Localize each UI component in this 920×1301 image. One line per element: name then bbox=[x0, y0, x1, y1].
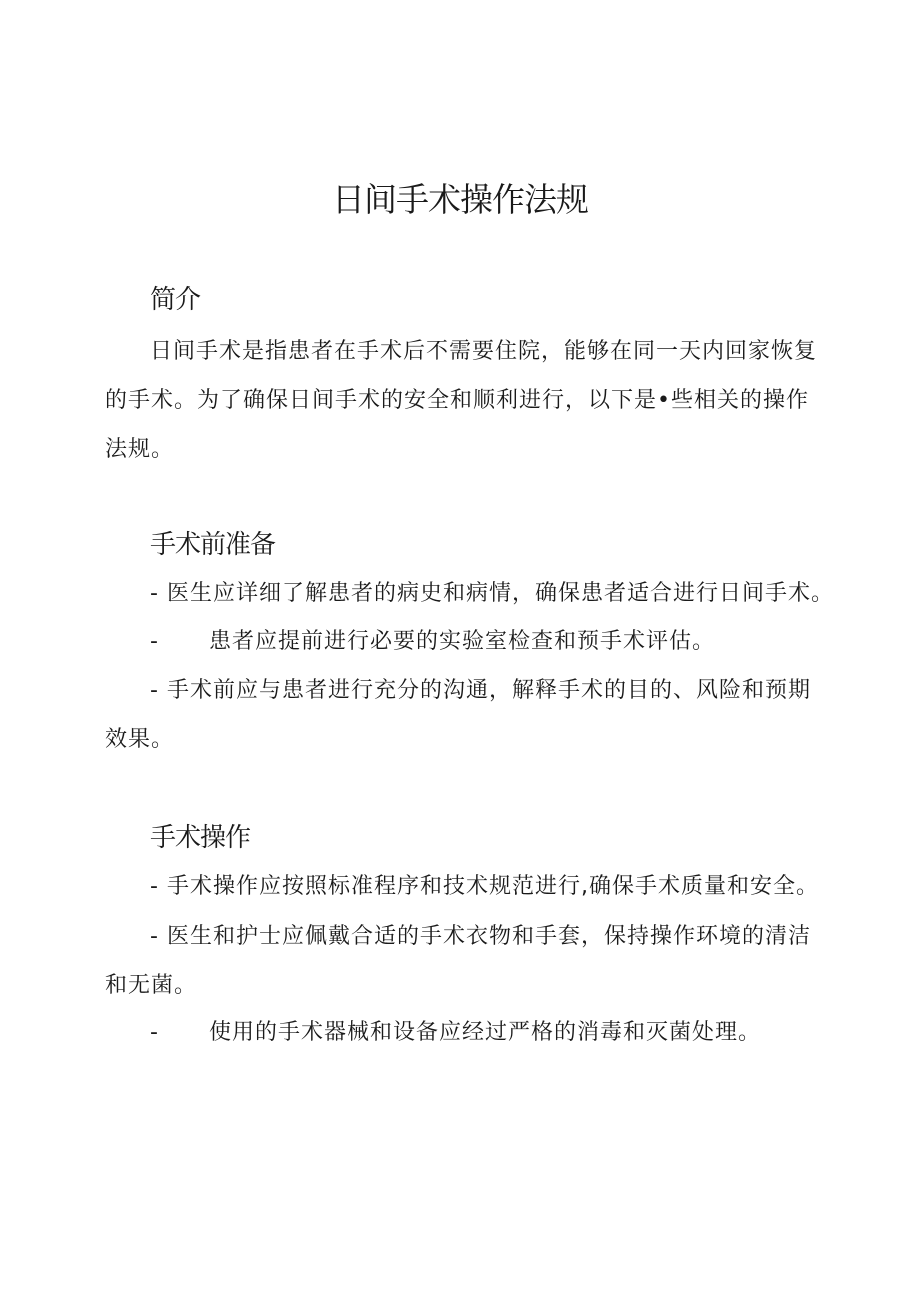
list-item bbox=[150, 622, 715, 662]
list-item bbox=[105, 666, 830, 764]
list-item bbox=[150, 574, 834, 614]
intro-paragraph-text: 日间手术是指患者在手术后不需要住院，能够在同一天内回家恢复的手术。为了确保日间手术的安全和顺利进行，以下是•些相关的操作法规。 bbox=[105, 339, 818, 462]
list-dash: - bbox=[150, 1020, 159, 1045]
section-heading-operation: 手术操作 bbox=[150, 823, 251, 853]
list-item-text: 患者应提前进行必要的实验室检查和预手术评估。 bbox=[208, 629, 715, 654]
section-heading-pre-op: 手术前准备 bbox=[150, 530, 276, 560]
list-dash: - bbox=[150, 581, 159, 606]
list-item-text: 手术前应与患者进行充分的沟通，解释手术的目的、风险和预期效果。 bbox=[105, 678, 811, 752]
section-heading-intro: 简介 bbox=[150, 285, 201, 315]
list-item bbox=[150, 1013, 761, 1053]
list-item-text: 手术操作应按照标准程序和技术规范进行,确保手术质量和安全。 bbox=[166, 874, 819, 899]
list-item bbox=[150, 867, 819, 907]
intro-paragraph bbox=[105, 327, 830, 474]
list-item-text: 使用的手术器械和设备应经过严格的消毒和灭菌处理。 bbox=[208, 1020, 761, 1045]
page-title: 日间手术操作法规 bbox=[332, 180, 588, 219]
list-dash: - bbox=[150, 924, 159, 949]
list-dash: - bbox=[150, 874, 159, 899]
list-item-text: 医生应详细了解患者的病史和病情，确保患者适合进行日间手术。 bbox=[166, 581, 834, 606]
list-dash: - bbox=[150, 678, 159, 703]
list-item bbox=[105, 912, 830, 1010]
list-dash: - bbox=[150, 629, 159, 654]
list-item-text: 医生和护士应佩戴合适的手术衣物和手套，保持操作环境的清洁和无菌。 bbox=[105, 924, 811, 998]
